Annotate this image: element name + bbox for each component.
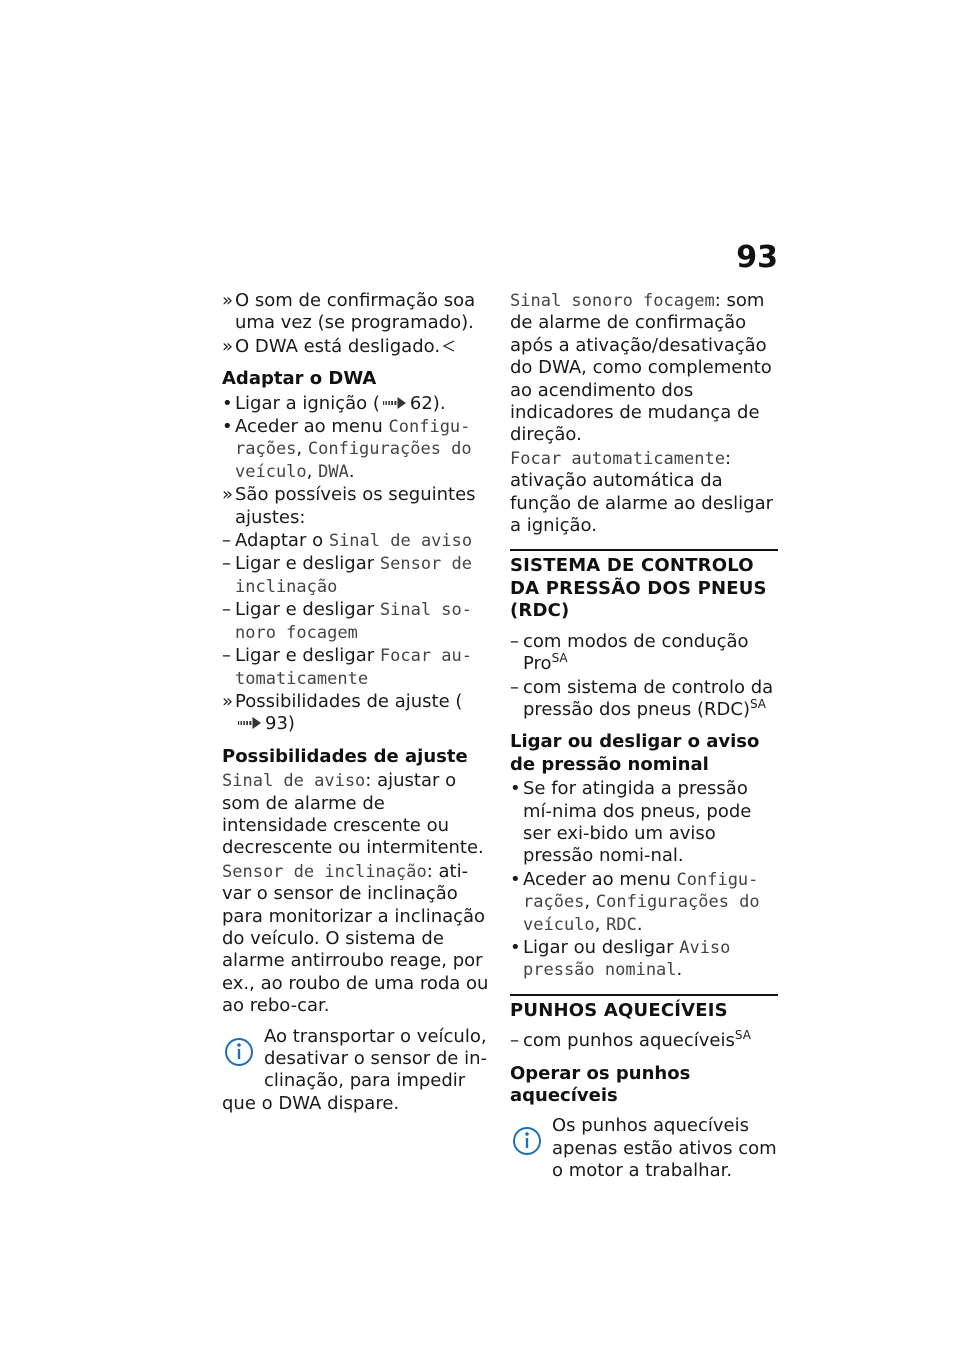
step-text: Ligar ou desligar xyxy=(523,936,680,958)
condition-item xyxy=(510,631,778,676)
left-column xyxy=(222,290,490,1115)
option-item xyxy=(222,553,490,598)
menu-term: Focar au-tomaticamente xyxy=(235,646,472,689)
result-item xyxy=(222,484,490,529)
menu-term: Sensor de inclinação xyxy=(235,554,472,597)
menu-term: Focar automaticamente xyxy=(510,448,725,469)
option-text: Ligar e desligar xyxy=(235,599,380,621)
sa-superscript: SA xyxy=(551,651,568,666)
definition-text: : ajustar o som de alarme de intensidade crescente ou decrescente ou intermitente. xyxy=(222,770,484,859)
separator: , xyxy=(296,438,308,460)
definition-text: : som de alarme de confirmação após a ativação/desativação do DWA, como complemento ao acendimento dos indicadores de mudança de direção. xyxy=(510,290,772,446)
menu-term: RDC xyxy=(606,914,637,935)
page-reference[interactable]: 62 xyxy=(409,392,433,414)
condition-item xyxy=(510,677,778,722)
heading-possibilidades: Possibilidades de ajuste xyxy=(222,745,468,767)
step-text: ). xyxy=(432,392,446,414)
step-text: Aceder ao menu xyxy=(523,868,677,890)
note-text: Os punhos aquecíveis apenas estão ativos com o motor a trabalhar. xyxy=(552,1115,777,1182)
condition-text: com modos de condução Pro xyxy=(523,630,749,675)
dash-marker: – xyxy=(510,1030,519,1052)
page-number: 93 xyxy=(736,240,778,275)
separator: , xyxy=(306,460,319,482)
separator: , xyxy=(594,913,607,935)
page-reference[interactable]: 93 xyxy=(265,713,288,735)
definition-text: : ati-var o sensor de inclinação para monitorizar a inclinação do veículo. O sistema de alarme antirroubo reage, por ex., ao roubo de uma roda ou ao rebo-car. xyxy=(222,860,489,1017)
step-item xyxy=(510,869,778,936)
menu-term: Sinal sonoro focagem xyxy=(510,291,715,311)
option-text: Ligar e desligar xyxy=(235,553,380,575)
result-marker: » xyxy=(222,484,234,506)
info-note-icon xyxy=(510,1115,544,1167)
separator: . xyxy=(348,460,355,482)
option-item xyxy=(222,645,490,690)
option-text: Adaptar o xyxy=(235,530,329,552)
result-marker: » xyxy=(222,335,234,357)
separator: , xyxy=(584,891,596,913)
option-item xyxy=(222,599,490,644)
step-item xyxy=(510,778,778,868)
result-text: O som de confirmação soa uma vez (se programado). xyxy=(235,290,476,334)
dash-marker: – xyxy=(222,645,231,667)
page-reference-arrow-icon xyxy=(237,716,263,730)
result-marker: » xyxy=(222,290,234,311)
heading-ligar-aviso: Ligar ou desligar o aviso de pressão nominal xyxy=(510,731,760,775)
menu-term: Sinal so-noro focagem xyxy=(235,600,472,643)
dash-marker: – xyxy=(510,630,519,652)
menu-term: Aviso pressão nominal xyxy=(523,937,731,981)
dash-marker: – xyxy=(222,599,231,621)
dash-marker: – xyxy=(510,676,519,698)
result-item xyxy=(222,290,490,335)
result-text: São possíveis os seguintes ajustes: xyxy=(235,484,476,528)
step-text: Aceder ao menu xyxy=(235,416,389,438)
heading-operar-punhos: Operar os punhos aquecíveis xyxy=(510,1062,691,1106)
definition-paragraph xyxy=(510,448,778,538)
step-item xyxy=(510,937,778,982)
step-marker: • xyxy=(510,778,521,800)
dash-marker: – xyxy=(222,553,231,575)
menu-term: Sinal de aviso xyxy=(328,531,473,552)
step-item xyxy=(222,416,490,483)
menu-term: Configu-rações xyxy=(235,417,471,460)
info-note-icon xyxy=(222,1026,256,1078)
sa-superscript: SA xyxy=(749,696,767,711)
heading-adaptar-dwa: Adaptar o DWA xyxy=(222,368,377,390)
end-of-section-triangle-icon xyxy=(442,339,456,353)
separator: . xyxy=(676,959,683,981)
menu-term: Configurações do veículo xyxy=(523,892,760,935)
condition-item xyxy=(510,1030,778,1052)
step-marker: • xyxy=(510,936,521,958)
dash-marker: – xyxy=(222,530,231,552)
info-note xyxy=(510,1115,778,1182)
sa-superscript: SA xyxy=(734,1028,751,1043)
step-marker: • xyxy=(222,416,233,438)
note-text: Ao transportar o veículo, desativar o sensor de in-clinação, para impedir que o DWA dispare. xyxy=(222,1025,488,1114)
option-text: Ligar e desligar xyxy=(235,645,380,667)
menu-term: Sensor de inclinação xyxy=(222,861,427,882)
info-note xyxy=(222,1026,490,1116)
definition-text: : ativação automática da função de alarme ao desligar a ignição. xyxy=(510,447,774,537)
step-text: Se for atingida a pressão mí-nima dos pneus, pode ser exi-bido um aviso pressão nomi-nal. xyxy=(523,778,752,867)
result-text: O DWA está desligado. xyxy=(235,335,441,357)
right-column xyxy=(510,290,778,1183)
menu-term: Configurações do veículo xyxy=(235,439,472,482)
section-heading-rdc: SISTEMA DE CONTROLO DA PRESSÃO DOS PNEUS (RDC) xyxy=(510,549,778,622)
page-reference-arrow-icon xyxy=(382,396,408,410)
definition-paragraph xyxy=(510,290,778,447)
result-marker: » xyxy=(222,690,234,712)
result-item xyxy=(222,336,490,358)
result-text: Possibilidades de ajuste ( xyxy=(235,690,463,712)
menu-term: DWA xyxy=(318,461,349,482)
definition-paragraph xyxy=(222,861,490,1018)
step-marker: • xyxy=(510,868,521,890)
definition-paragraph xyxy=(222,770,490,860)
condition-text: com punhos aquecíveis xyxy=(523,1030,735,1052)
step-item xyxy=(222,393,490,415)
condition-text: com sistema de controlo da pressão dos pneus (RDC) xyxy=(523,676,774,720)
section-heading-punhos: PUNHOS AQUECÍVEIS xyxy=(510,994,778,1022)
separator: . xyxy=(636,913,643,935)
option-item xyxy=(222,530,490,552)
result-text: ) xyxy=(287,713,295,735)
menu-term: Configu-rações xyxy=(523,869,759,913)
step-text: Ligar a ignição ( xyxy=(235,392,380,414)
step-marker: • xyxy=(222,392,233,414)
result-item xyxy=(222,691,490,736)
menu-term: Sinal de aviso xyxy=(222,771,366,792)
